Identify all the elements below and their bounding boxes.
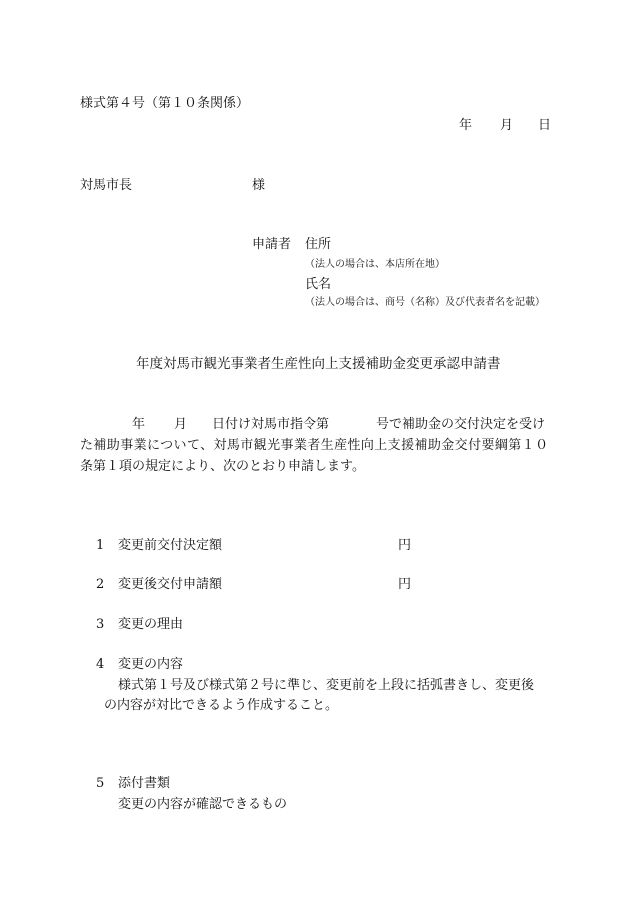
item-1-label: 変更前交付決定額 [118, 538, 223, 553]
date-day-label: 日 [538, 118, 552, 133]
body-month: 月 [174, 417, 188, 432]
item-3-label: 変更の理由 [118, 617, 184, 632]
item-4-detail-line1: 様式第１号及び様式第２号に準じ、変更前を上段に括弧書きし、変更後 [118, 678, 535, 693]
item-3-number: 3 [96, 617, 105, 632]
body-line2: た補助事業について、対馬市観光事業者生産性向上支援補助金交付要綱第１０ [80, 438, 549, 453]
date-month-label: 月 [500, 118, 514, 133]
date-year-label: 年 [459, 118, 473, 133]
item-5-label: 添付書類 [118, 776, 171, 791]
addressee-honorific: 様 [252, 178, 266, 193]
addressee-title: 対馬市長 [80, 178, 133, 193]
name-note: （法人の場合は、商号（名称）及び代表者名を記載） [305, 297, 545, 308]
item-2-unit: 円 [398, 577, 412, 592]
item-4-detail-line2: の内容が対比できるよう作成すること。 [104, 698, 339, 713]
form-number: 様式第４号（第１０条関係） [80, 96, 250, 111]
item-5-detail-line1: 変更の内容が確認できるもの [118, 797, 288, 812]
name-label: 氏名 [305, 277, 332, 292]
item-4-number: 4 [96, 657, 105, 672]
applicant-label: 申請者 [252, 237, 292, 252]
document-title: 年度対馬市観光事業者生産性向上支援補助金変更承認申請書 [136, 356, 501, 372]
body-year: 年 [132, 417, 146, 432]
body-line1-text: 日付け対馬市指令第 [212, 417, 330, 432]
body-line3: 条第１項の規定により、次のとおり申請します。 [80, 459, 365, 474]
item-1-unit: 円 [398, 538, 412, 553]
item-1-number: 1 [96, 538, 105, 553]
item-2-number: 2 [96, 577, 105, 592]
item-4-label: 変更の内容 [118, 657, 184, 672]
address-note: （法人の場合は、本店所在地） [305, 259, 445, 270]
item-2-label: 変更後交付申請額 [118, 577, 223, 592]
item-5-number: 5 [96, 776, 105, 791]
address-label: 住所 [305, 237, 332, 252]
body-line1-tail: 号で補助金の交付決定を受け [376, 417, 546, 432]
